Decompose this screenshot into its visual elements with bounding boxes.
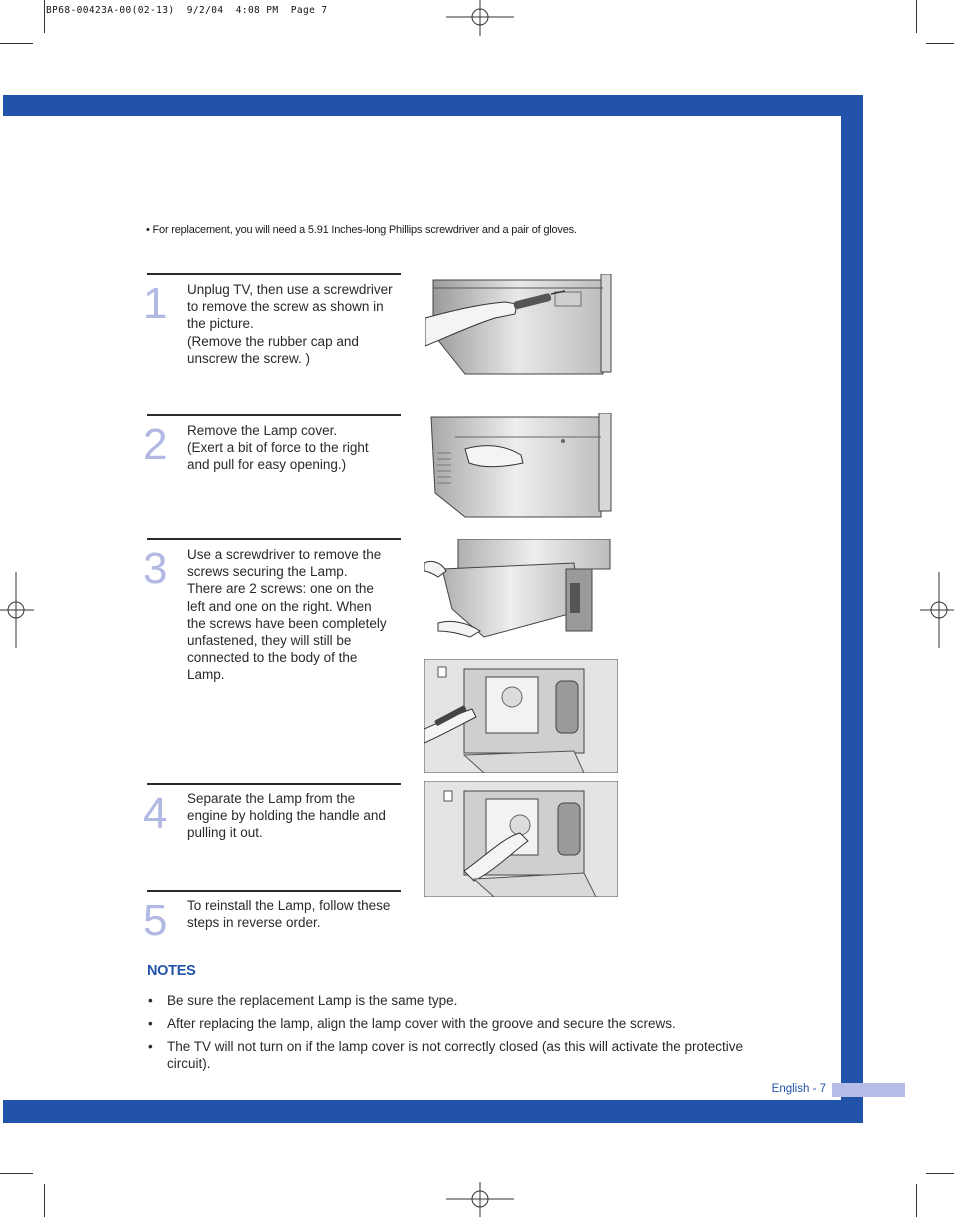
registration-mark-top-icon (446, 0, 514, 36)
step-text: Remove the Lamp cover. (Exert a bit of force to the right and pull for easy opening.) (187, 423, 369, 473)
note-text: After replacing the lamp, align the lamp cover with the groove and secure the screws. (167, 1016, 676, 1031)
top-band (3, 95, 863, 116)
step-divider (147, 273, 401, 275)
step-text: Unplug TV, then use a screwdriver to remove the screw as shown in the picture. (Remove the rubber cap and unscrew the screw. ) (187, 282, 393, 366)
note-item (146, 1038, 786, 1072)
illustration-unscrew-lamp (424, 659, 618, 773)
step-divider (147, 538, 401, 540)
step-text: To reinstall the Lamp, follow these steps in reverse order. (187, 898, 391, 931)
step-number: 1 (143, 279, 168, 328)
step-text: Separate the Lamp from the engine by holding the handle and pulling it out. (187, 791, 386, 841)
bullet: • (148, 993, 153, 1008)
notes-list (146, 992, 786, 1078)
step-number: 5 (143, 896, 168, 945)
page-tab (832, 1083, 905, 1097)
bottom-band (3, 1100, 863, 1123)
note-text: The TV will not turn on if the lamp cover is not correctly closed (as this will activate the protective circuit). (167, 1039, 743, 1071)
step-number: 2 (143, 420, 168, 469)
illustration-remove-screw (425, 274, 617, 376)
note-item (146, 1015, 786, 1032)
registration-mark-right-icon (920, 572, 954, 648)
registration-mark-left-icon (0, 572, 34, 648)
print-header: BP68-00423A-00(02-13) 9/2/04 4:08 PM Page 7 (46, 5, 328, 16)
registration-mark-bottom-icon (446, 1182, 514, 1217)
step-divider (147, 890, 401, 892)
note-item (146, 992, 786, 1009)
intro-requirement: • For replacement, you will need a 5.91 Inches-long Phillips screwdriver and a pair of gloves. (146, 224, 577, 236)
step-divider (147, 783, 401, 785)
right-band (841, 95, 863, 1123)
step-number: 4 (143, 789, 168, 838)
illustration-pull-lamp (424, 781, 618, 897)
bullet: • (148, 1016, 153, 1031)
step-text: Use a screwdriver to remove the screws securing the Lamp. There are 2 screws: one on the left and one on the right. When the screws have been completely unfastened, they will still be connected to the body of the Lamp. (187, 547, 387, 683)
bullet: • (148, 1039, 153, 1054)
page-number: English - 7 (771, 1083, 826, 1095)
note-text: Be sure the replacement Lamp is the same type. (167, 993, 458, 1008)
step-divider (147, 414, 401, 416)
illustration-open-cover (424, 539, 614, 639)
illustration-remove-lamp-cover (425, 413, 617, 519)
step-number: 3 (143, 544, 168, 593)
notes-title: NOTES (147, 963, 196, 979)
